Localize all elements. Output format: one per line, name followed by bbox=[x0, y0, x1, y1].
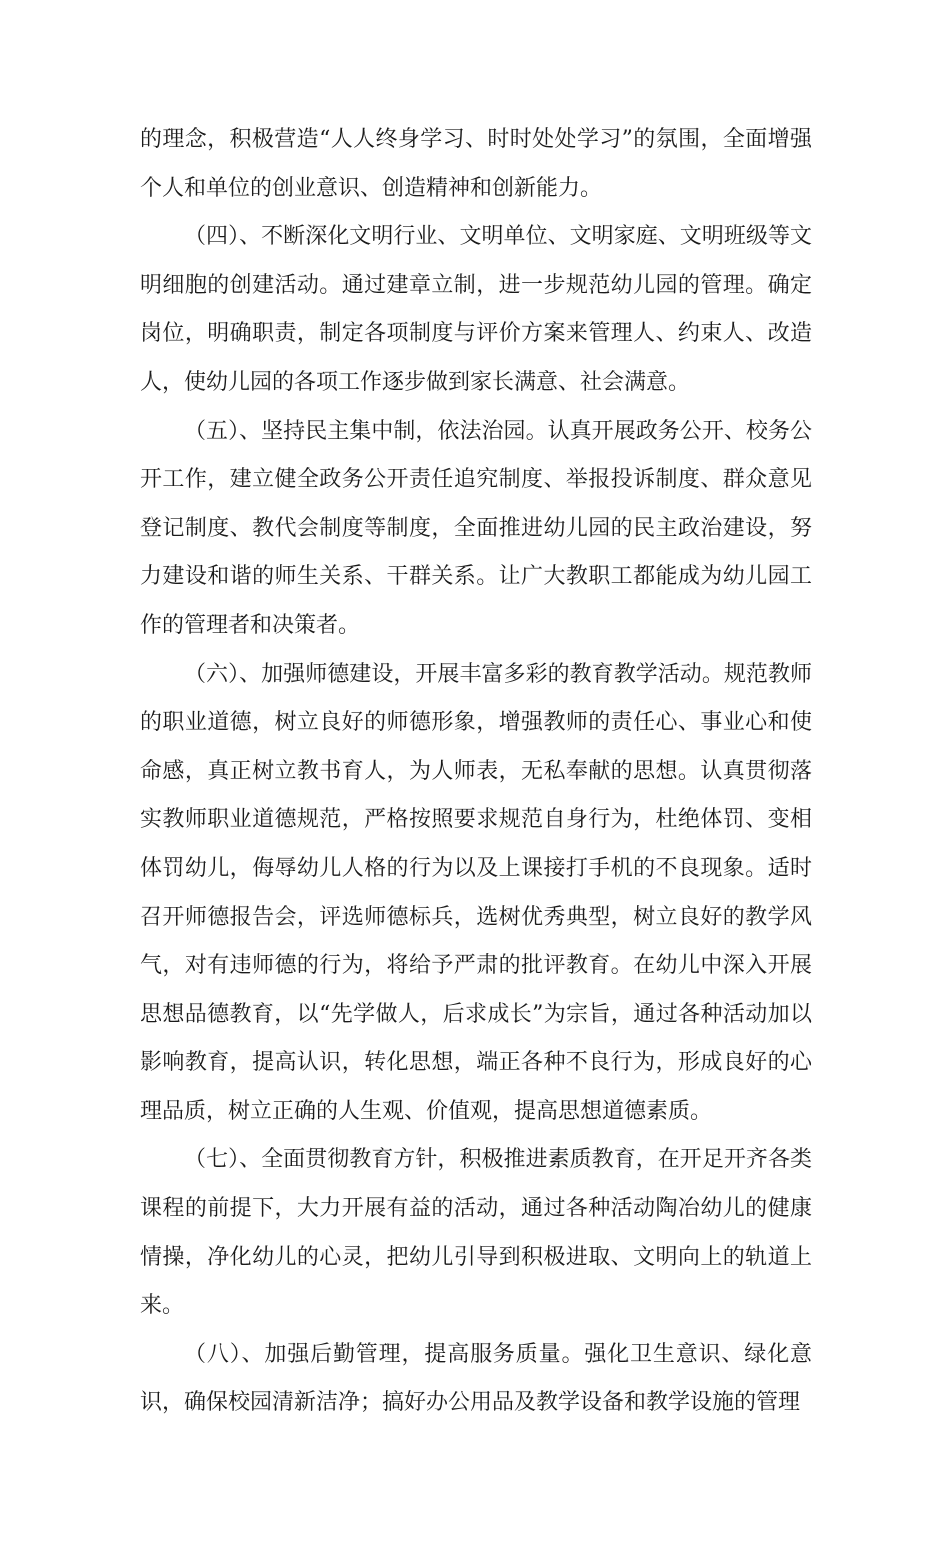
paragraph-section-5: （五）、坚持民主集中制，依法治园。认真开展政务公开、校务公开工作，建立健全政务公开责任追究制度、举报投诉制度、群众意见登记制度、教代会制度等制度，全面推进幼儿园的民主政治建设，努力建设和谐的师生关系、干群关系。让广大教职工都能成为幼儿园工作的管理者和决策者。 bbox=[140, 418, 812, 638]
document-body bbox=[140, 116, 812, 1428]
paragraph-section-8: （八）、加强后勤管理，提高服务质量。强化卫生意识、绿化意识，确保校园清新洁净；搞好办公用品及教学设备和教学设施的管理 bbox=[140, 1341, 812, 1416]
paragraph-section-7: （七）、全面贯彻教育方针，积极推进素质教育，在开足开齐各类课程的前提下，大力开展有益的活动，通过各种活动陶冶幼儿的健康情操，净化幼儿的心灵，把幼儿引导到积极进取、文明向上的轨道上来。 bbox=[140, 1147, 812, 1319]
paragraph-section-6: （六）、加强师德建设，开展丰富多彩的教育教学活动。规范教师的职业道德，树立良好的师德形象，增强教师的责任心、事业心和使命感，真正树立教书育人，为人师表，无私奉献的思想。认真贯彻落实教师职业道德规范，严格按照要求规范自身行为，杜绝体罚、变相体罚幼儿，侮辱幼儿人格的行为以及上课接打手机的不良现象。适时召开师德报告会，评选师德标兵，选树优秀典型，树立良好的教学风气，对有违师德的行为，将给予严肃的批评教育。在幼儿中深入开展思想品德教育，以“先学做人，后求成长”为宗旨，通过各种活动加以影响教育，提高认识，转化思想，端正各种不良行为，形成良好的心理品质，树立正确的人生观、价值观，提高思想道德素质。 bbox=[140, 661, 812, 1124]
paragraph-section-4: （四）、不断深化文明行业、文明单位、文明家庭、文明班级等文明细胞的创建活动。通过建章立制，进一步规范幼儿园的管理。确定岗位，明确职责，制定各项制度与评价方案来管理人、约束人、改造人，使幼儿园的各项工作逐步做到家长满意、社会满意。 bbox=[140, 224, 812, 395]
paragraph-continuation: 的理念，积极营造“人人终身学习、时时处处学习”的氛围，全面增强个人和单位的创业意识、创造精神和创新能力。 bbox=[140, 127, 812, 201]
